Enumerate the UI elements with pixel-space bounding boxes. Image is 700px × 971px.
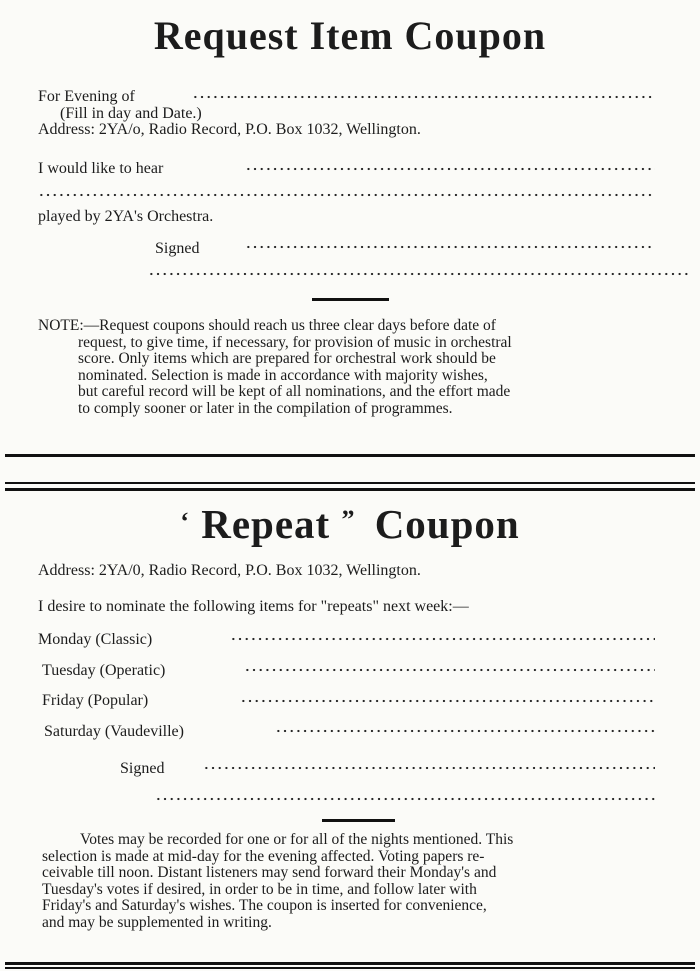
- votes-paragraph: [42, 832, 513, 932]
- day-monday-label: Monday (Classic): [38, 631, 153, 648]
- title-open-quote: ‘: [180, 507, 190, 536]
- repeat-signed-label: Signed: [120, 760, 165, 777]
- day-tuesday-line[interactable]: [244, 668, 655, 672]
- request-short-divider: [312, 298, 389, 301]
- day-friday-label: Friday (Popular): [42, 692, 149, 709]
- evening-label: For Evening of: [38, 88, 135, 105]
- bottom-divider-2: [5, 967, 695, 969]
- repeat-coupon-title: [0, 500, 700, 548]
- day-monday-line[interactable]: [230, 637, 655, 641]
- day-saturday-label: Saturday (Vaudeville): [44, 723, 184, 740]
- hear-fill-line[interactable]: [245, 167, 655, 171]
- note-line: nominated. Selection is made in accordance with majority wishes,: [78, 366, 488, 384]
- request-coupon-title: Request Item Coupon: [153, 13, 547, 58]
- title-repeat-word: Repeat: [201, 501, 331, 547]
- note-line: NOTE:—Request coupons should reach us three clear days before date of: [38, 317, 496, 334]
- section-divider-top: [5, 454, 695, 457]
- votes-line: and may be supplemented in writing.: [42, 913, 272, 931]
- hear-label: I would like to hear: [38, 160, 164, 177]
- note-line: to comply sooner or later in the compilation of programmes.: [78, 399, 453, 417]
- votes-line: selection is made at mid-day for the evening affected. Voting papers re-: [42, 847, 485, 865]
- played-by-text: played by 2YA's Orchestra.: [38, 208, 214, 225]
- bottom-divider: [5, 962, 695, 965]
- request-address-line[interactable]: [148, 272, 688, 276]
- repeat-address-line[interactable]: [155, 797, 655, 801]
- section-divider-bottom: [5, 488, 695, 491]
- nominate-text: I desire to nominate the following items for "repeats" next week:—: [38, 598, 469, 615]
- note-line: request, to give time, if necessary, for provision of music in orchestral: [78, 333, 512, 351]
- request-signed-line[interactable]: [245, 245, 652, 249]
- day-friday-line[interactable]: [240, 699, 655, 703]
- request-address: Address: 2YA/o, Radio Record, P.O. Box 1032, Wellington.: [38, 121, 421, 138]
- note-line: but careful record will be kept of all nominations, and the effort made: [78, 383, 511, 401]
- evening-fill-line[interactable]: [192, 95, 654, 99]
- repeat-address: Address: 2YA/0, Radio Record, P.O. Box 1032, Wellington.: [38, 562, 421, 579]
- title-coupon-word: Coupon: [374, 501, 520, 547]
- request-note: [38, 318, 512, 418]
- fill-note: (Fill in day and Date.): [60, 105, 202, 122]
- title-close-quote: ”: [341, 505, 356, 534]
- repeat-short-divider: [322, 819, 395, 822]
- votes-line: Votes may be recorded for one or for all of the nights mentioned. This: [80, 831, 514, 848]
- repeat-signed-line[interactable]: [203, 766, 655, 770]
- day-tuesday-label: Tuesday (Operatic): [42, 662, 166, 679]
- hear-fill-line-2[interactable]: [38, 193, 655, 197]
- votes-line: ceivable till noon. Distant listeners may send forward their Monday's and: [42, 864, 497, 882]
- votes-line: Friday's and Saturday's wishes. The coupon is inserted for convenience,: [42, 897, 487, 915]
- note-line: score. Only items which are prepared for orchestral work should be: [78, 350, 496, 368]
- request-signed-label: Signed: [155, 240, 200, 257]
- votes-line: Tuesday's votes if desired, in order to be in time, and follow later with: [42, 880, 477, 898]
- day-saturday-line[interactable]: [275, 729, 655, 733]
- section-divider-mid: [5, 482, 695, 484]
